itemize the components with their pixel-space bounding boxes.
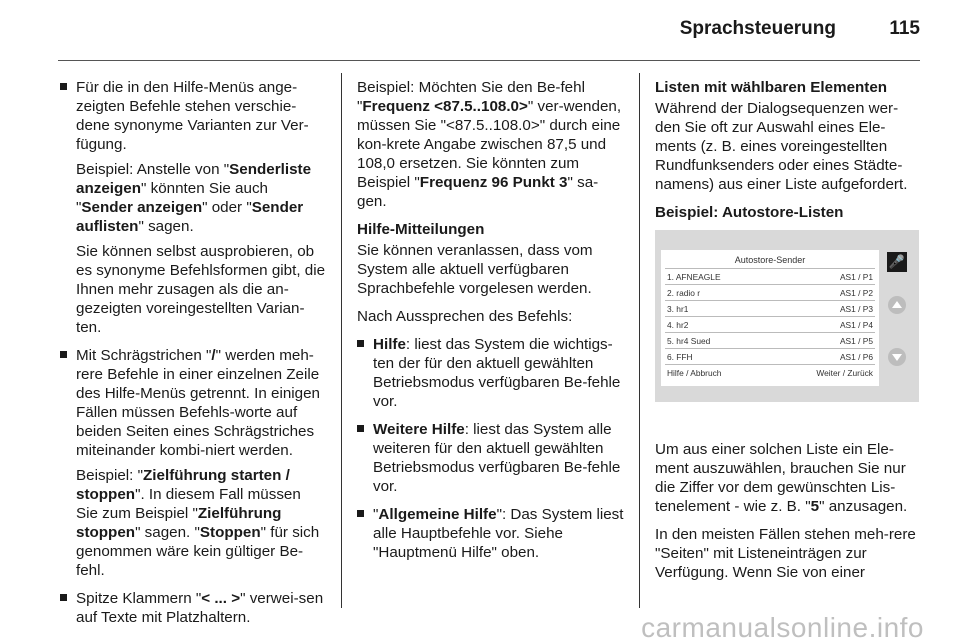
bullet-icon: [60, 594, 67, 601]
microphone-icon: 🎤: [887, 252, 907, 272]
paragraph: Während der Dialogsequenzen wer-den Sie oft zur Auswahl eines Ele-ments (z. B. eines voreingestellten Rundfunksenders oder eines Städte-namens) aus einer Liste aufgefordert.: [655, 100, 908, 193]
column-3: [655, 78, 923, 224]
paragraph: Sie können veranlassen, dass vom System alle aktuell verfügbaren Sprachbefehle vorgelesen werden.: [357, 242, 593, 297]
column-2: [357, 78, 625, 571]
list-item: Weitere Hilfe: liest das System alle weiteren für den aktuell gewählten Betriebsmodus verfügbaren Be-fehle vor.: [357, 420, 625, 496]
screen-side-controls: [883, 250, 913, 386]
list-item: 6. FFH AS1 / P6: [665, 348, 875, 365]
scroll-down-icon: [888, 348, 906, 366]
watermark: carmanualsonline.info: [641, 612, 924, 643]
list-item: 3. hr1 AS1 / P3: [665, 300, 875, 317]
list-item: 4. hr2 AS1 / P4: [665, 316, 875, 333]
paragraph: Um aus einer solchen Liste ein Ele-ment auszuwählen, brauchen Sie nur die Ziffer vor dem gewünschten Lis-tenelement - wie z. B. "5" anzusagen.: [655, 441, 908, 515]
column-divider: [341, 73, 342, 608]
page-number: 115: [889, 18, 920, 39]
autostore-screen-image: [655, 230, 919, 402]
column-3-lower: [655, 440, 923, 591]
list-item: "Allgemeine Hilfe": Das System liest alle Hauptbefehle vor. Siehe "Hauptmenü Hilfe" oben.: [357, 505, 625, 562]
autostore-list: [661, 250, 879, 386]
section-heading: Listen mit wählbaren Elementen: [655, 79, 888, 96]
bullet-icon: [60, 351, 67, 358]
list-item: [60, 78, 326, 337]
list-item: 1. AFNEAGLE AS1 / P1: [665, 268, 875, 285]
bullet-icon: [357, 510, 364, 517]
paragraph: Spitze Klammern "< ... >" verwei-sen auf Texte mit Platzhaltern.: [76, 590, 324, 626]
paragraph: Nach Aussprechen des Befehls:: [357, 308, 573, 325]
list-item: Hilfe: liest das System die wichtigs-ten der für den aktuell gewählten Betriebsmodus verfügbaren Be-fehle vor.: [357, 335, 625, 411]
page-header: [58, 0, 920, 61]
list-footer: Hilfe / Abbruch Weiter / Zurück: [665, 364, 875, 381]
list-item: [60, 346, 326, 580]
example-heading: Beispiel: Autostore-Listen: [655, 204, 844, 221]
list-item: 5. hr4 Sued AS1 / P5: [665, 332, 875, 349]
paragraph: Beispiel: Möchten Sie den Be-fehl "Frequenz <87.5..108.0>" ver-wenden, müssen Sie "<87.5..108.0>" durch eine kon-krete Angabe zwischen 87,5 und 108,0 ersetzen. Sie könnten zum Beispiel "Frequenz 96 Punkt 3" sa-gen.: [357, 79, 622, 210]
scroll-up-icon: [888, 296, 906, 314]
paragraph: Sie können selbst ausprobieren, ob es synonyme Befehlsformen gibt, die Ihnen mehr zusagen als die an-gezeigten voreingestellten Varian-ten.: [76, 243, 326, 336]
list-item: 2. radio r AS1 / P2: [665, 284, 875, 301]
bullet-icon: [357, 340, 364, 347]
paragraph: Beispiel: "Zielführung starten / stoppen". In diesem Fall müssen Sie zum Beispiel "Zielführung stoppen" sagen. "Stoppen" für sich genommen wäre kein gültiger Be-fehl.: [76, 467, 320, 579]
list-item: [60, 589, 326, 627]
bullet-icon: [357, 425, 364, 432]
column-divider: [639, 73, 640, 608]
paragraph: In den meisten Fällen stehen meh-rere "Seiten" mit Listeneinträgen zur Verfügung. Wenn Sie von einer: [655, 526, 916, 581]
list-title: Autostore-Sender: [734, 255, 806, 265]
bullet-icon: [60, 83, 67, 90]
paragraph: Mit Schrägstrichen "/" werden meh-rere Befehle in einer einzelnen Zeile des Hilfe-Menüs getrennt. In einigen Fällen müssen Befehls-worte auf beiden Seiten eines Schrägstriches miteinander kombi-niert werden.: [76, 347, 320, 459]
paragraph: Beispiel: Anstelle von "Senderliste anzeigen" könnten Sie auch "Sender anzeigen" oder "Sender auflisten" sagen.: [76, 161, 312, 235]
column-1: [60, 78, 326, 636]
section-title: Sprachsteuerung: [679, 18, 836, 39]
paragraph: Für die in den Hilfe-Menüs ange-zeigten Befehle stehen verschie-dene synonyme Varianten zur Ver-fügung.: [76, 79, 309, 153]
section-heading: Hilfe-Mitteilungen: [357, 221, 485, 238]
